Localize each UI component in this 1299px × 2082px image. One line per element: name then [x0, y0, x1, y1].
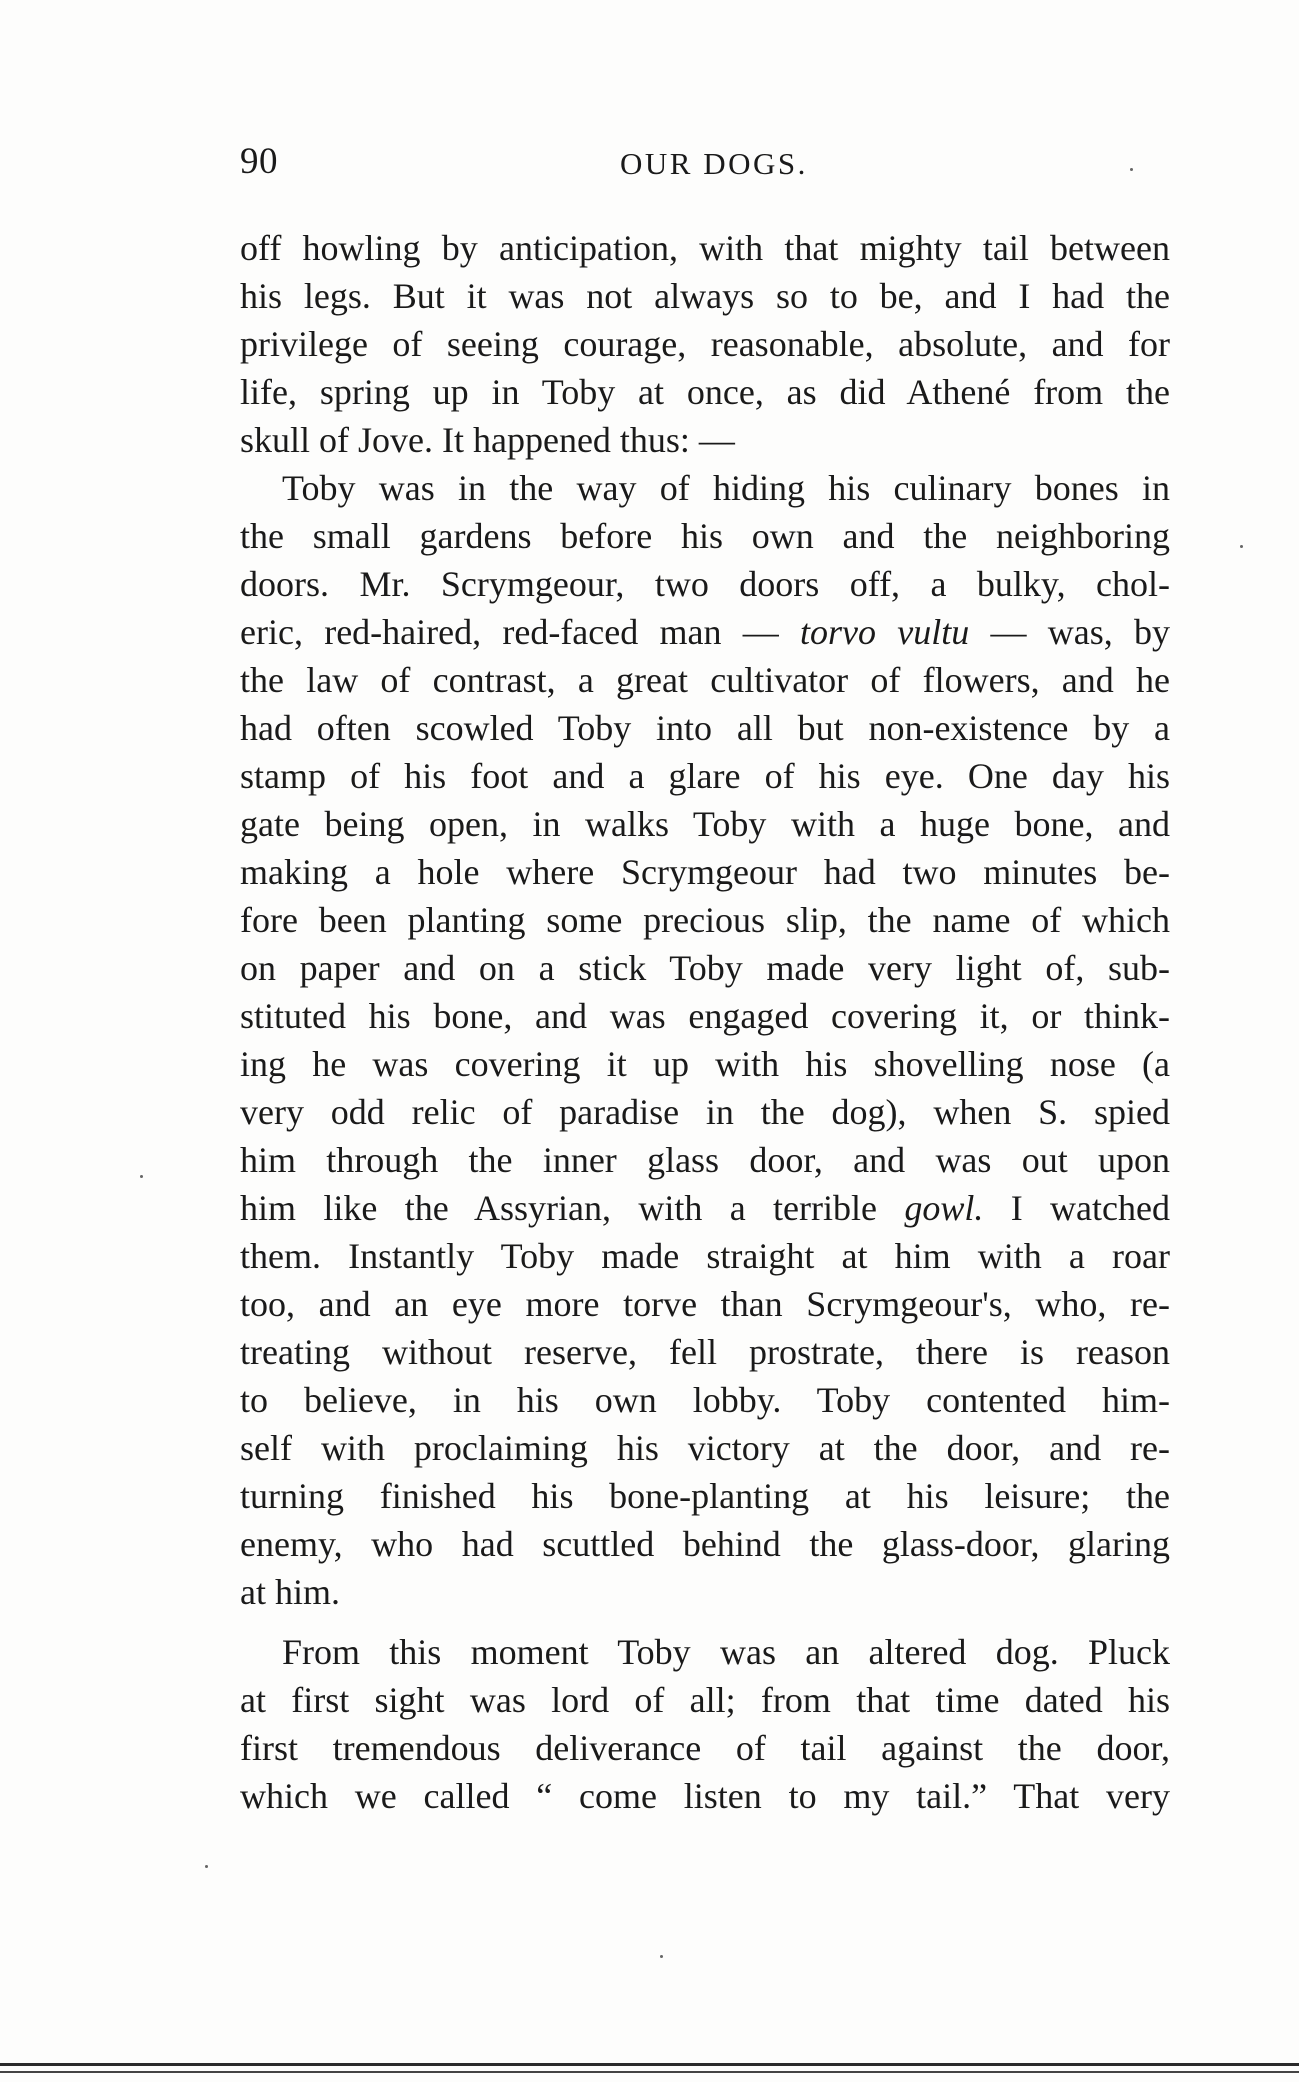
scan-speck	[660, 1955, 663, 1958]
text-line	[240, 1184, 1170, 1232]
text-line: to believe, in his own lobby. Toby contented him-	[240, 1380, 1170, 1420]
text-line: him through the inner glass door, and was out upon	[240, 1140, 1170, 1180]
text-run: eric, red-haired, red-faced man —	[240, 612, 800, 652]
italic-word: gowl.	[904, 1188, 984, 1228]
text-line: doors. Mr. Scrymgeour, two doors off, a bulky, chol-	[240, 564, 1170, 604]
text-line: at first sight was lord of all; from that time dated his	[240, 1680, 1170, 1720]
text-line: the law of contrast, a great cultivator of flowers, and he	[240, 660, 1170, 700]
page-header	[240, 140, 1170, 190]
text-line: which we called “ come listen to my tail.” That very	[240, 1776, 1170, 1816]
text-line: very odd relic of paradise in the dog), when S. spied	[240, 1092, 1170, 1132]
paragraph	[240, 224, 1170, 464]
text-line: his legs. But it was not always so to be, and I had the	[240, 276, 1170, 316]
scan-speck	[205, 1865, 208, 1868]
text-run: him like the Assyrian, with a terrible	[240, 1188, 905, 1228]
text-line: stamp of his foot and a glare of his eye. One day his	[240, 756, 1170, 796]
text-line	[240, 608, 1170, 656]
italic-phrase: torvo vultu	[800, 612, 970, 652]
bottom-edge-rule	[0, 2063, 1299, 2066]
scan-speck	[1130, 168, 1133, 171]
text-line: From this moment Toby was an altered dog. Pluck	[282, 1632, 1170, 1672]
scan-speck	[140, 1175, 143, 1178]
body-text	[240, 224, 1170, 1820]
text-line: Toby was in the way of hiding his culinary bones in	[282, 468, 1170, 508]
text-line: gate being open, in walks Toby with a huge bone, and	[240, 804, 1170, 844]
text-line: at him.	[240, 1572, 340, 1612]
text-line: too, and an eye more torve than Scrymgeour's, who, re-	[240, 1284, 1170, 1324]
text-line: turning finished his bone-planting at his leisure; the	[240, 1476, 1170, 1516]
text-line: off howling by anticipation, with that mighty tail between	[240, 228, 1170, 268]
text-line: stituted his bone, and was engaged covering it, or think-	[240, 996, 1170, 1036]
scan-speck	[1240, 545, 1243, 548]
running-head: OUR DOGS.	[620, 146, 808, 181]
text-line: first tremendous deliverance of tail against the door,	[240, 1728, 1170, 1768]
text-line: life, spring up in Toby at once, as did Athené from the	[240, 372, 1170, 412]
text-line: making a hole where Scrymgeour had two minutes be-	[240, 852, 1170, 892]
paragraph-gap	[240, 1616, 1170, 1628]
text-line: privilege of seeing courage, reasonable, absolute, and for	[240, 324, 1170, 364]
page-number: 90	[240, 141, 278, 182]
text-line: them. Instantly Toby made straight at him with a roar	[240, 1236, 1170, 1276]
paragraph	[240, 464, 1170, 1616]
text-line: skull of Jove. It happened thus: —	[240, 420, 735, 460]
paragraph	[240, 1628, 1170, 1820]
bottom-edge-rule	[0, 2071, 1299, 2073]
text-line: enemy, who had scuttled behind the glass-door, glaring	[240, 1524, 1170, 1564]
text-run: I watched	[983, 1188, 1170, 1228]
text-line: ing he was covering it up with his shovelling nose (a	[240, 1044, 1170, 1084]
text-line: treating without reserve, fell prostrate, there is reason	[240, 1332, 1170, 1372]
text-line: fore been planting some precious slip, the name of which	[240, 900, 1170, 940]
text-line: the small gardens before his own and the neighboring	[240, 516, 1170, 556]
text-line: on paper and on a stick Toby made very light of, sub-	[240, 948, 1170, 988]
text-line: self with proclaiming his victory at the door, and re-	[240, 1428, 1170, 1468]
text-run: — was, by	[969, 612, 1170, 652]
text-line: had often scowled Toby into all but non-existence by a	[240, 708, 1170, 748]
